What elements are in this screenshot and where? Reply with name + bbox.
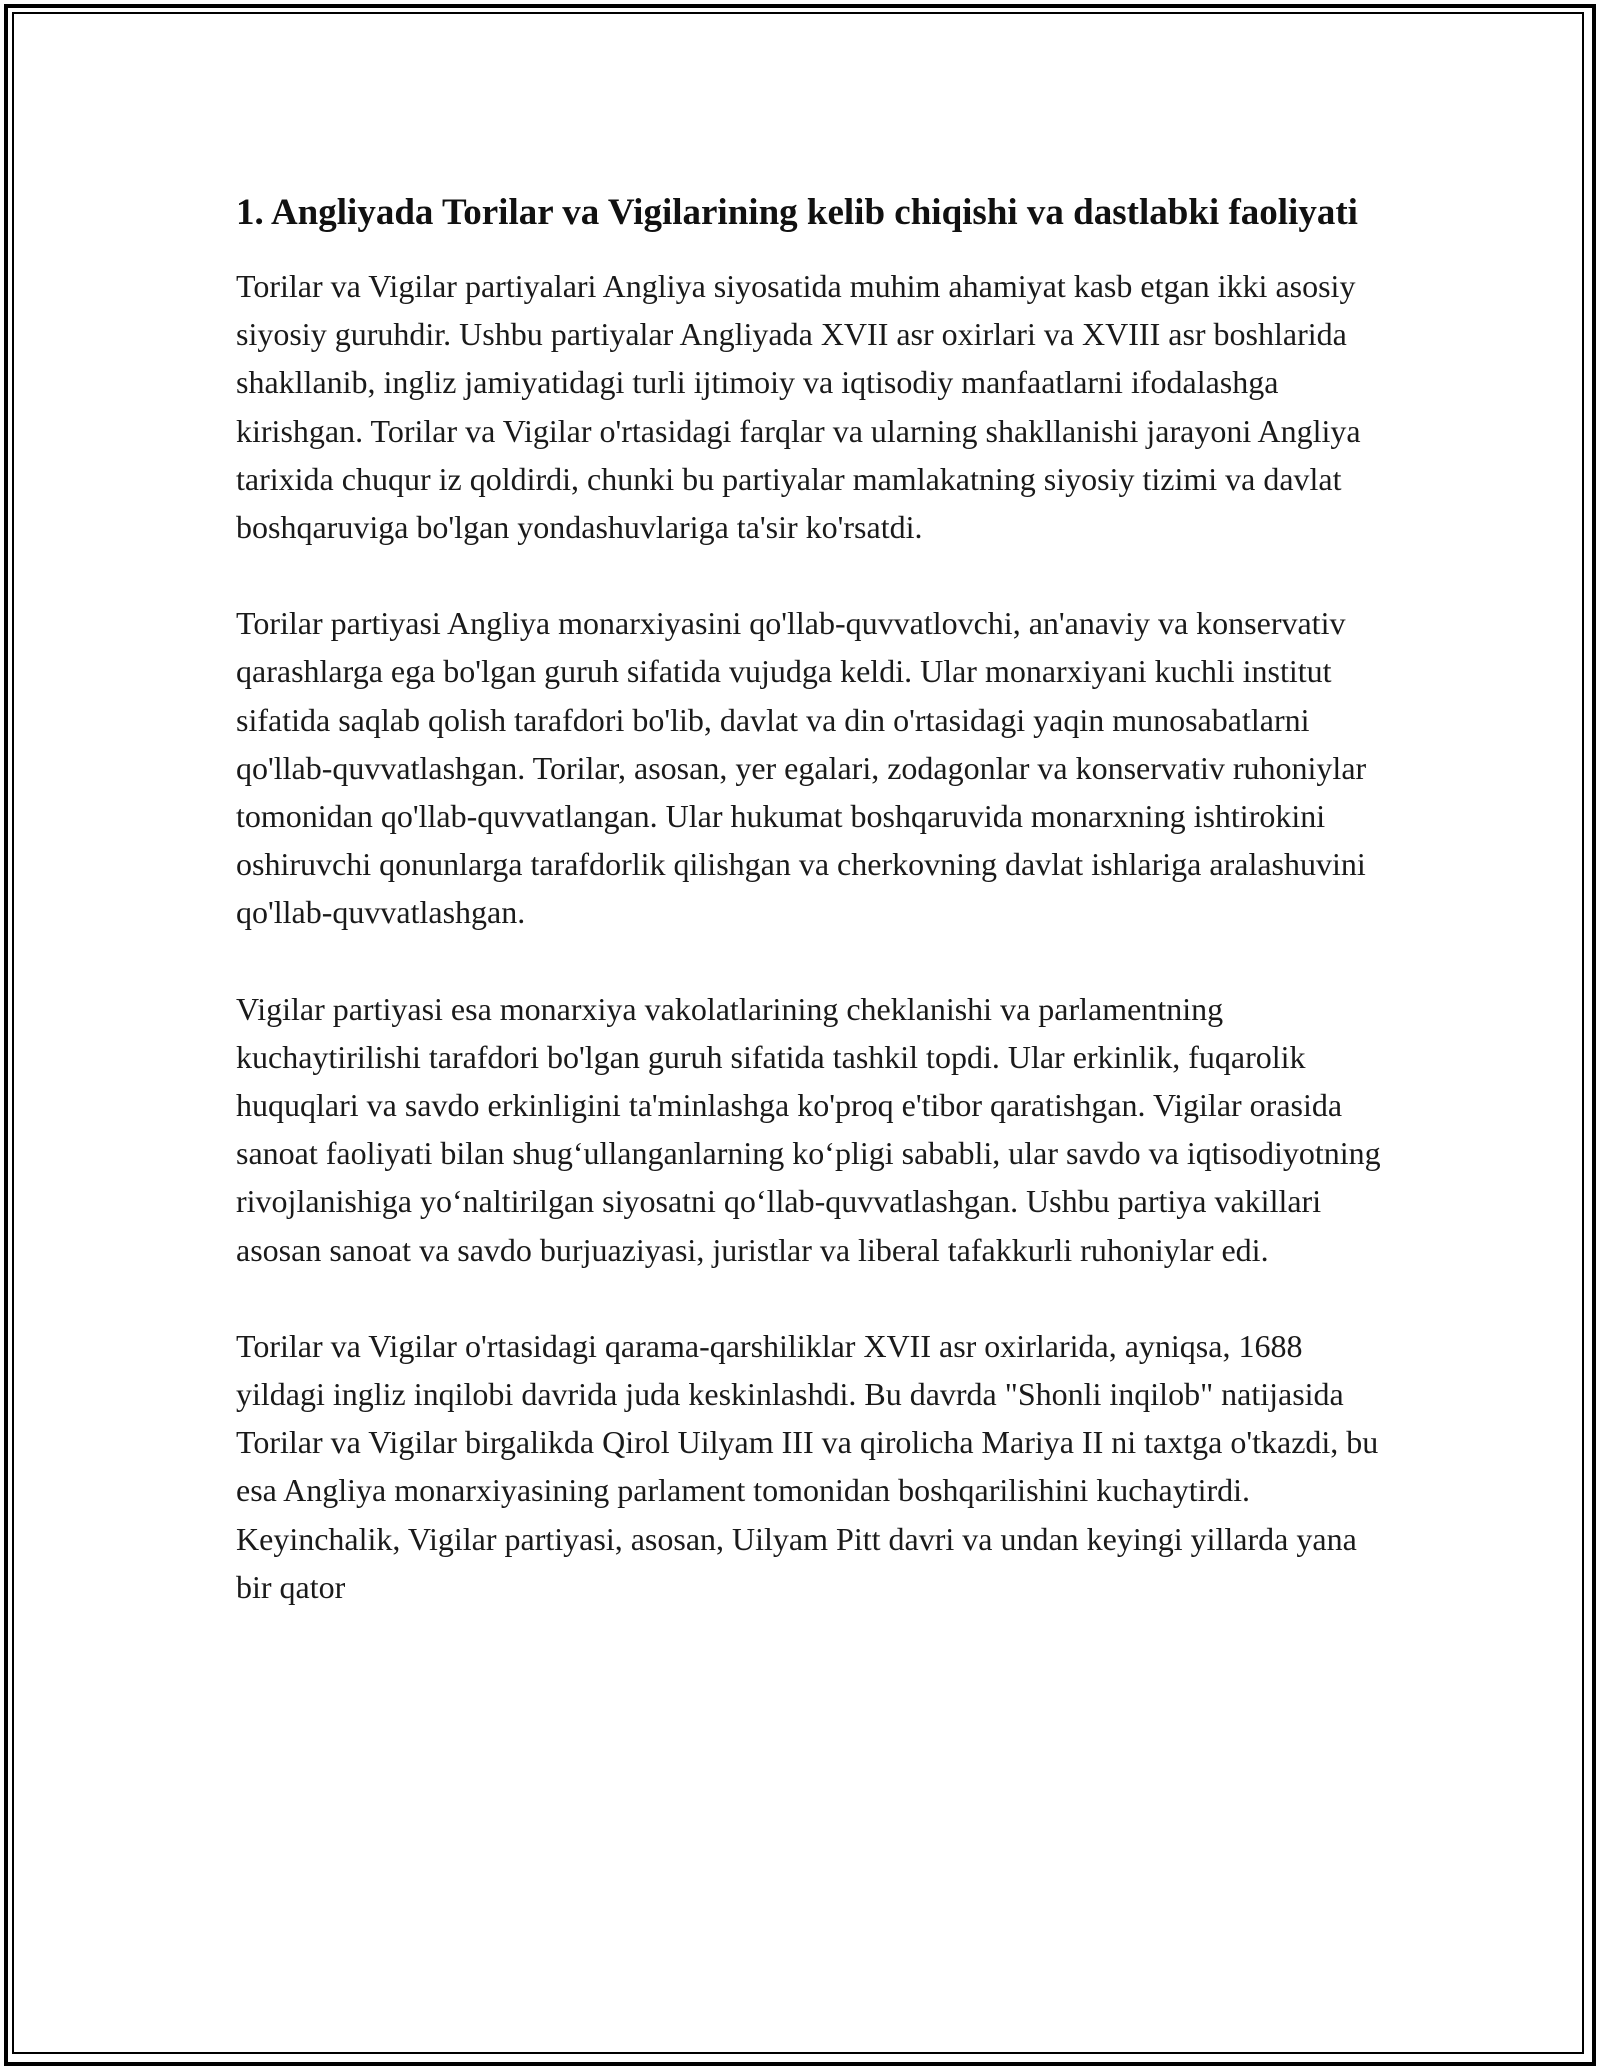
- paragraph-whigs: Vigilar partiyasi esa monarxiya vakolatlarining cheklanishi va parlamentning kuchaytirilishi tarafdori bo'lgan guruh sifatida tashkil topdi. Ular erkinlik, fuqarolik huquqlari va savdo erkinligini ta'minlashga ko'proq e'tibor qaratishgan. Vigilar orasida sanoat faoliyati bilan shug‘ullanganlarning ko‘pligi sababli, ular savdo va iqtisodiyotning rivojlanishiga yo‘naltirilgan siyosatni qo‘llab-quvvatlashgan. Ushbu partiya vakillari asosan sanoat va savdo burjuaziyasi, juristlar va liberal tafakkurli ruhoniylar edi.: [236, 990, 1381, 1268]
- section-heading: 1. Angliyada Torilar va Vigilarining kelib chiqishi va dastlabki faoliyati: [236, 192, 1358, 233]
- paragraph-intro: Torilar va Vigilar partiyalari Angliya siyosatida muhim ahamiyat kasb etgan ikki asosiy siyosiy guruhdir. Ushbu partiyalar Angliyada XVII asr oxirlari va XVIII asr boshlarida shakllanib, ingliz jamiyatidagi turli ijtimoiy va iqtisodiy manfaatlarni ifodalashga kirishgan. Torilar va Vigilar o'rtasidagi farqlar va ularning shakllanishi jarayoni Angliya tarixida chuqur iz qoldirdi, chunki bu partiyalar mamlakatning siyosiy tizimi va davlat boshqaruviga bo'lgan yondashuvlariga ta'sir ko'rsatdi.: [236, 268, 1361, 546]
- paragraph-tories: Torilar partiyasi Angliya monarxiyasini qo'llab-quvvatlovchi, an'anaviy va konservativ qarashlarga ega bo'lgan guruh sifatida vujudga keldi. Ular monarxiyani kuchli institut sifatida saqlab qolish tarafdori bo'lib, davlat va din o'rtasidagi yaqin munosabatlarni qo'llab-quvvatlashgan. Torilar, asosan, yer egalari, zodagonlar va konservativ ruhoniylar tomonidan qo'llab-quvvatlangan. Ular hukumat boshqaruvida monarxning ishtirokini oshiruvchi qonunlarga tarafdorlik qilishgan va cherkovning davlat ishlariga aralashuvini qo'llab-quvvatlashgan.: [236, 605, 1367, 931]
- paragraph-conflict: Torilar va Vigilar o'rtasidagi qarama-qarshiliklar XVII asr oxirlarida, ayniqsa, 1688 yildagi ingliz inqilobi davrida juda keskinlashdi. Bu davrda "Shonli inqilob" natijasida Torilar va Vigilar birgalikda Qirol Uilyam III va qirolicha Mariya II ni taxtga o'tkazdi, bu esa Angliya monarxiyasining parlament tomonidan boshqarilishini kuchaytirdi. Keyinchalik, Vigilar partiyasi, asosan, Uilyam Pitt davri va undan keyingi yillarda yana bir qator: [236, 1327, 1379, 1605]
- document-body: [236, 186, 1386, 1659]
